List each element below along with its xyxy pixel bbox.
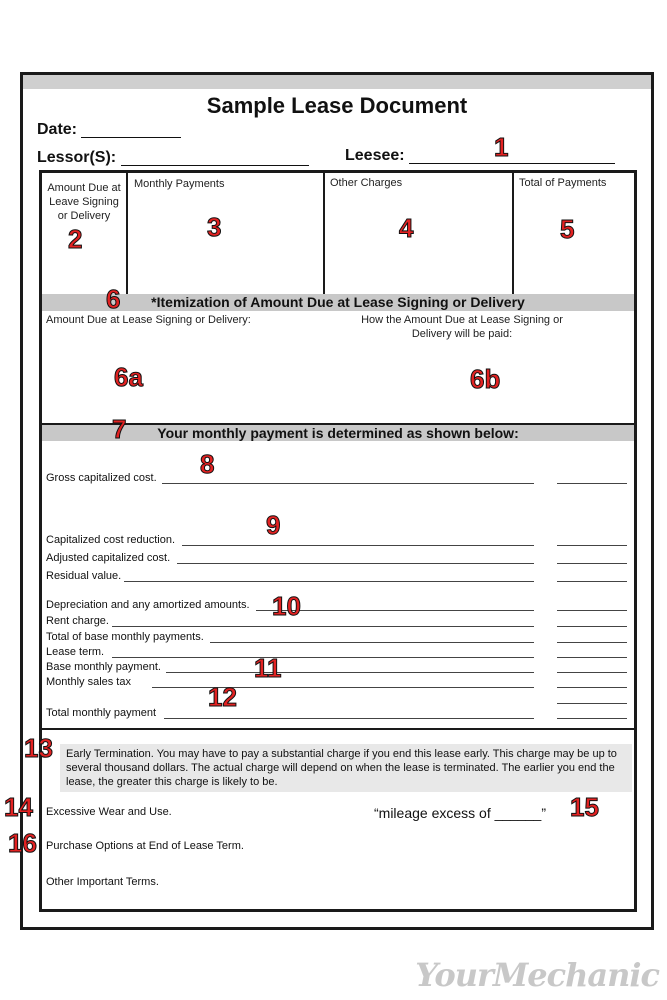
date-label: Date: bbox=[37, 121, 78, 138]
row-total-monthly-payment: Total monthly payment bbox=[46, 707, 157, 719]
row-depreciation: Depreciation and any amortized amounts. bbox=[46, 599, 250, 611]
itemization-left-label: Amount Due at Lease Signing or Delivery: bbox=[46, 314, 251, 326]
row-residual-value: Residual value. bbox=[46, 570, 122, 582]
leesee-label: Leesee: bbox=[345, 147, 405, 164]
amount-due-box-label: Amount Due at Leave Signing or Delivery bbox=[47, 182, 121, 222]
callout-12: 12 bbox=[208, 682, 237, 712]
callout-16: 16 bbox=[8, 828, 37, 858]
callout-3: 3 bbox=[207, 212, 222, 242]
lease-document bbox=[20, 72, 654, 930]
callout-10: 10 bbox=[272, 591, 301, 621]
row-rent-charge: Rent charge. bbox=[46, 615, 109, 627]
total-payments-box-label: Total of Payments bbox=[519, 177, 607, 189]
callout-6b: 6b bbox=[470, 364, 501, 394]
mileage-excess-text: “mileage excess of ______” bbox=[374, 805, 546, 821]
itemization-right-label: How the Amount Due at Lease Signing or Delivery will be paid: bbox=[361, 314, 563, 340]
yourmechanic-watermark: YourMechanic bbox=[415, 956, 659, 994]
other-charges-box-label: Other Charges bbox=[330, 177, 403, 189]
monthly-heading: Your monthly payment is determined as shown below: bbox=[42, 425, 634, 441]
row-capitalized-cost-reduction: Capitalized cost reduction. bbox=[46, 534, 176, 546]
row-monthly-sales-tax: Monthly sales tax bbox=[46, 676, 131, 688]
callout-15: 15 bbox=[570, 792, 599, 822]
callout-9: 9 bbox=[266, 510, 281, 540]
lessor-label: Lessor(S): bbox=[37, 149, 117, 166]
lease-form-body bbox=[39, 170, 637, 912]
row-base-monthly-payment: Base monthly payment. bbox=[46, 661, 161, 673]
leesee-line bbox=[409, 149, 615, 164]
row-gross-capitalized-cost: Gross capitalized cost. bbox=[46, 472, 157, 484]
row-total-base-monthly-payments: Total of base monthly payments. bbox=[46, 631, 204, 643]
lessor-line bbox=[121, 151, 309, 166]
callout-6: 6 bbox=[106, 284, 121, 314]
callout-1: 1 bbox=[494, 132, 509, 162]
callout-7: 7 bbox=[112, 414, 127, 444]
excessive-wear-label: Excessive Wear and Use. bbox=[46, 806, 172, 818]
row-lease-term: Lease term. bbox=[46, 646, 105, 658]
callout-2: 2 bbox=[68, 224, 83, 254]
other-important-terms-label: Other Important Terms. bbox=[46, 876, 159, 888]
callout-13: 13 bbox=[24, 733, 53, 763]
callout-5: 5 bbox=[560, 214, 575, 244]
top-gray-bar bbox=[23, 75, 651, 89]
callout-11: 11 bbox=[254, 653, 282, 683]
itemization-heading: *Itemization of Amount Due at Lease Signing or Delivery bbox=[42, 294, 634, 311]
callout-8: 8 bbox=[200, 449, 215, 479]
monthly-payments-box-label: Monthly Payments bbox=[134, 178, 225, 190]
callout-14: 14 bbox=[4, 792, 33, 822]
document-title: Sample Lease Document bbox=[206, 93, 468, 118]
callout-6a: 6a bbox=[114, 362, 143, 392]
early-termination-note: Early Termination. You may have to pay a substantial charge if you end this lease early. This charge may be up to several thousand dollars. The actual charge will depend on when the lease is terminated. The earlier you end the lease, the greater this charge is likely to be. bbox=[60, 744, 632, 792]
date-line bbox=[81, 123, 181, 138]
purchase-options-label: Purchase Options at End of Lease Term. bbox=[46, 840, 244, 852]
row-adjusted-capitalized-cost: Adjusted capitalized cost. bbox=[46, 552, 171, 564]
callout-4: 4 bbox=[399, 213, 414, 243]
